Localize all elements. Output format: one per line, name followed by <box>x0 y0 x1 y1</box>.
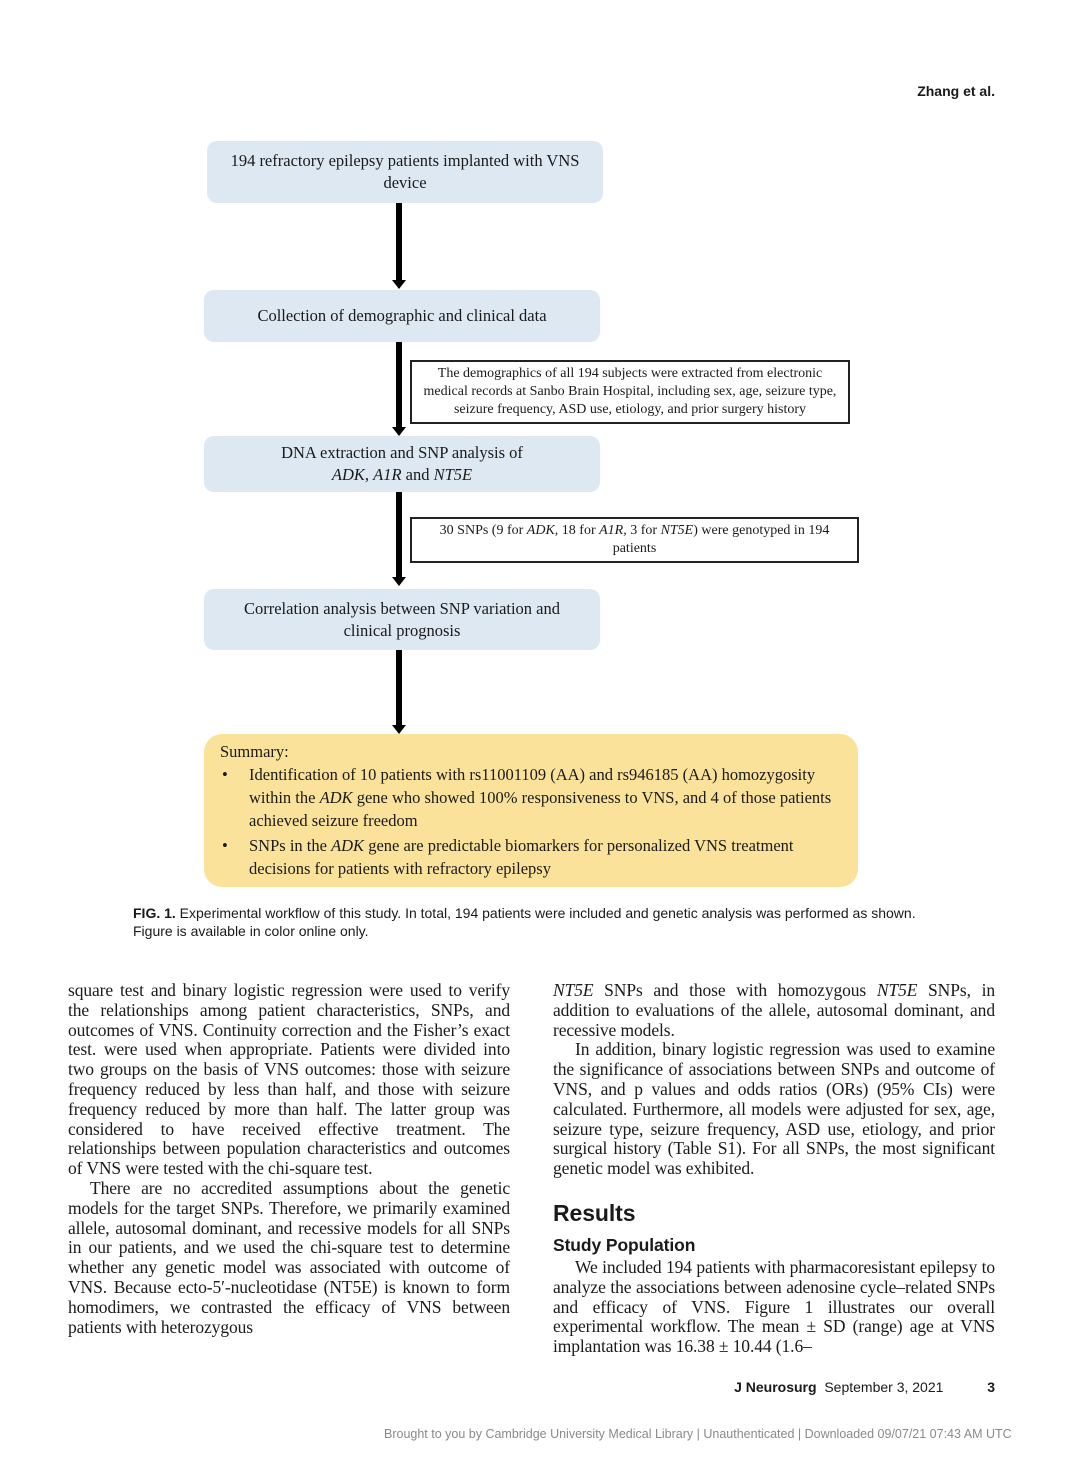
summary-item: • SNPs in the ADK gene are predictable biomarkers for personalized VNS treatment decisions for patients with refractory epilepsy <box>220 834 840 880</box>
flow-box-patients-text: 194 refractory epilepsy patients implanted with VNS device <box>230 151 580 192</box>
footer-journal <box>734 1379 995 1395</box>
figure-caption <box>133 904 933 940</box>
subsection-heading-study-population: Study Population <box>553 1234 696 1255</box>
flow-arrow-3 <box>396 492 402 578</box>
note-demographics <box>410 360 850 424</box>
gene-adk: ADK <box>331 465 365 484</box>
note-snps-text: 30 SNPs (9 for ADK, 18 for A1R, 3 for NT5E) were genotyped in 194 patients <box>439 523 830 556</box>
gene-nt5e: NT5E <box>433 465 473 484</box>
flow-arrow-2 <box>396 342 402 428</box>
flow-box-collection <box>204 290 600 342</box>
sep: , <box>364 465 374 484</box>
summary-title: Summary: <box>220 742 289 761</box>
flow-box-correlation-text: Correlation analysis between SNP variation and clinical prognosis <box>243 598 561 640</box>
flow-arrow-4 <box>396 650 402 726</box>
paragraph: square test and binary logistic regression were used to verify the relationships among patient characteristics, SNPs, and outcomes of VNS. Continuity correction and the Fisher’s exact test. were used when appropriate. Patients were divided into two groups on the basis of VNS outcomes: those with seizure frequency reduced by less than half, and those with seizure frequency reduced by more than half. The latter group was considered to have received effective treatment. The relationships between population characteristics and outcomes of VNS were tested with the chi-square test. <box>68 980 510 1179</box>
page-number: 3 <box>987 1379 995 1395</box>
gene-a1r: A1R <box>373 465 402 484</box>
flow-box-dna-text <box>281 442 523 486</box>
flow-arrow-1 <box>396 203 402 281</box>
running-head: Zhang et al. <box>917 83 995 99</box>
right-column <box>553 981 995 1357</box>
paragraph: In addition, binary logistic regression was used to examine the significance of associations between SNPs and outcome of VNS, and p values and odds ratios (ORs) (95% CIs) were calculated. Furthermore, all models were adjusted for sex, age, seizure type, seizure frequency, ASD use, etiology, and prior surgical history (Table S1). For all SNPs, the most significant genetic model was exhibited. <box>553 1039 995 1179</box>
flow-box-patients <box>207 141 603 203</box>
journal-date: September 3, 2021 <box>824 1379 944 1395</box>
note-demographics-text: The demographics of all 194 subjects were extracted from electronic medical records at Sanbo Brain Hospital, including sex, age, seizure type, seizure frequency, ASD use, etiology, and prior surgery history <box>423 366 837 417</box>
note-snps <box>410 517 859 563</box>
paragraph: NT5E SNPs and those with homozygous NT5E SNPs, in addition to evaluations of the allele, autosomal dominant, and recessive models. <box>553 980 995 1040</box>
flow-box-dna-line1: DNA extraction and SNP analysis of <box>281 443 523 462</box>
download-note: Brought to you by Cambridge University Medical Library | Unauthenticated | Downloaded 09/07/21 07:43 AM UTC <box>384 1427 1012 1441</box>
journal-name: J Neurosurg <box>734 1379 817 1395</box>
left-column <box>68 981 510 1337</box>
caption-label: FIG. 1. <box>133 905 176 921</box>
summary-box <box>204 734 858 887</box>
flow-box-collection-text: Collection of demographic and clinical data <box>257 306 547 325</box>
summary-list <box>220 763 840 880</box>
flow-box-dna <box>204 436 600 492</box>
section-heading-results: Results <box>553 1199 636 1226</box>
flow-box-correlation <box>204 589 600 650</box>
caption-text: Experimental workflow of this study. In total, 194 patients were included and genetic analysis was performed as shown. Figure is available in color online only. <box>133 905 916 939</box>
summary-item: • Identification of 10 patients with rs11001109 (AA) and rs946185 (AA) homozygosity within the ADK gene who showed 100% responsiveness to VNS, and 4 of those patients achieved seizure freedom <box>220 763 840 832</box>
paragraph: We included 194 patients with pharmacoresistant epilepsy to analyze the associations between adenosine cycle–related SNPs and efficacy of VNS. Figure 1 illustrates our overall experimental workflow. The mean ± SD (range) age at VNS implantation was 16.38 ± 10.44 (1.6– <box>553 1256 995 1357</box>
paragraph: There are no accredited assumptions about the genetic models for the target SNPs. Therefore, we primarily examined allele, autosomal dominant, and recessive models for all SNPs in our patients, and we used the chi-square test to determine whether any genetic model was associated with outcome of VNS. Because ecto-5′-nucleotidase (NT5E) is known to form homodimers, we contrasted the efficacy of VNS between patients with heterozygous <box>68 1177 510 1337</box>
sep: and <box>401 465 434 484</box>
